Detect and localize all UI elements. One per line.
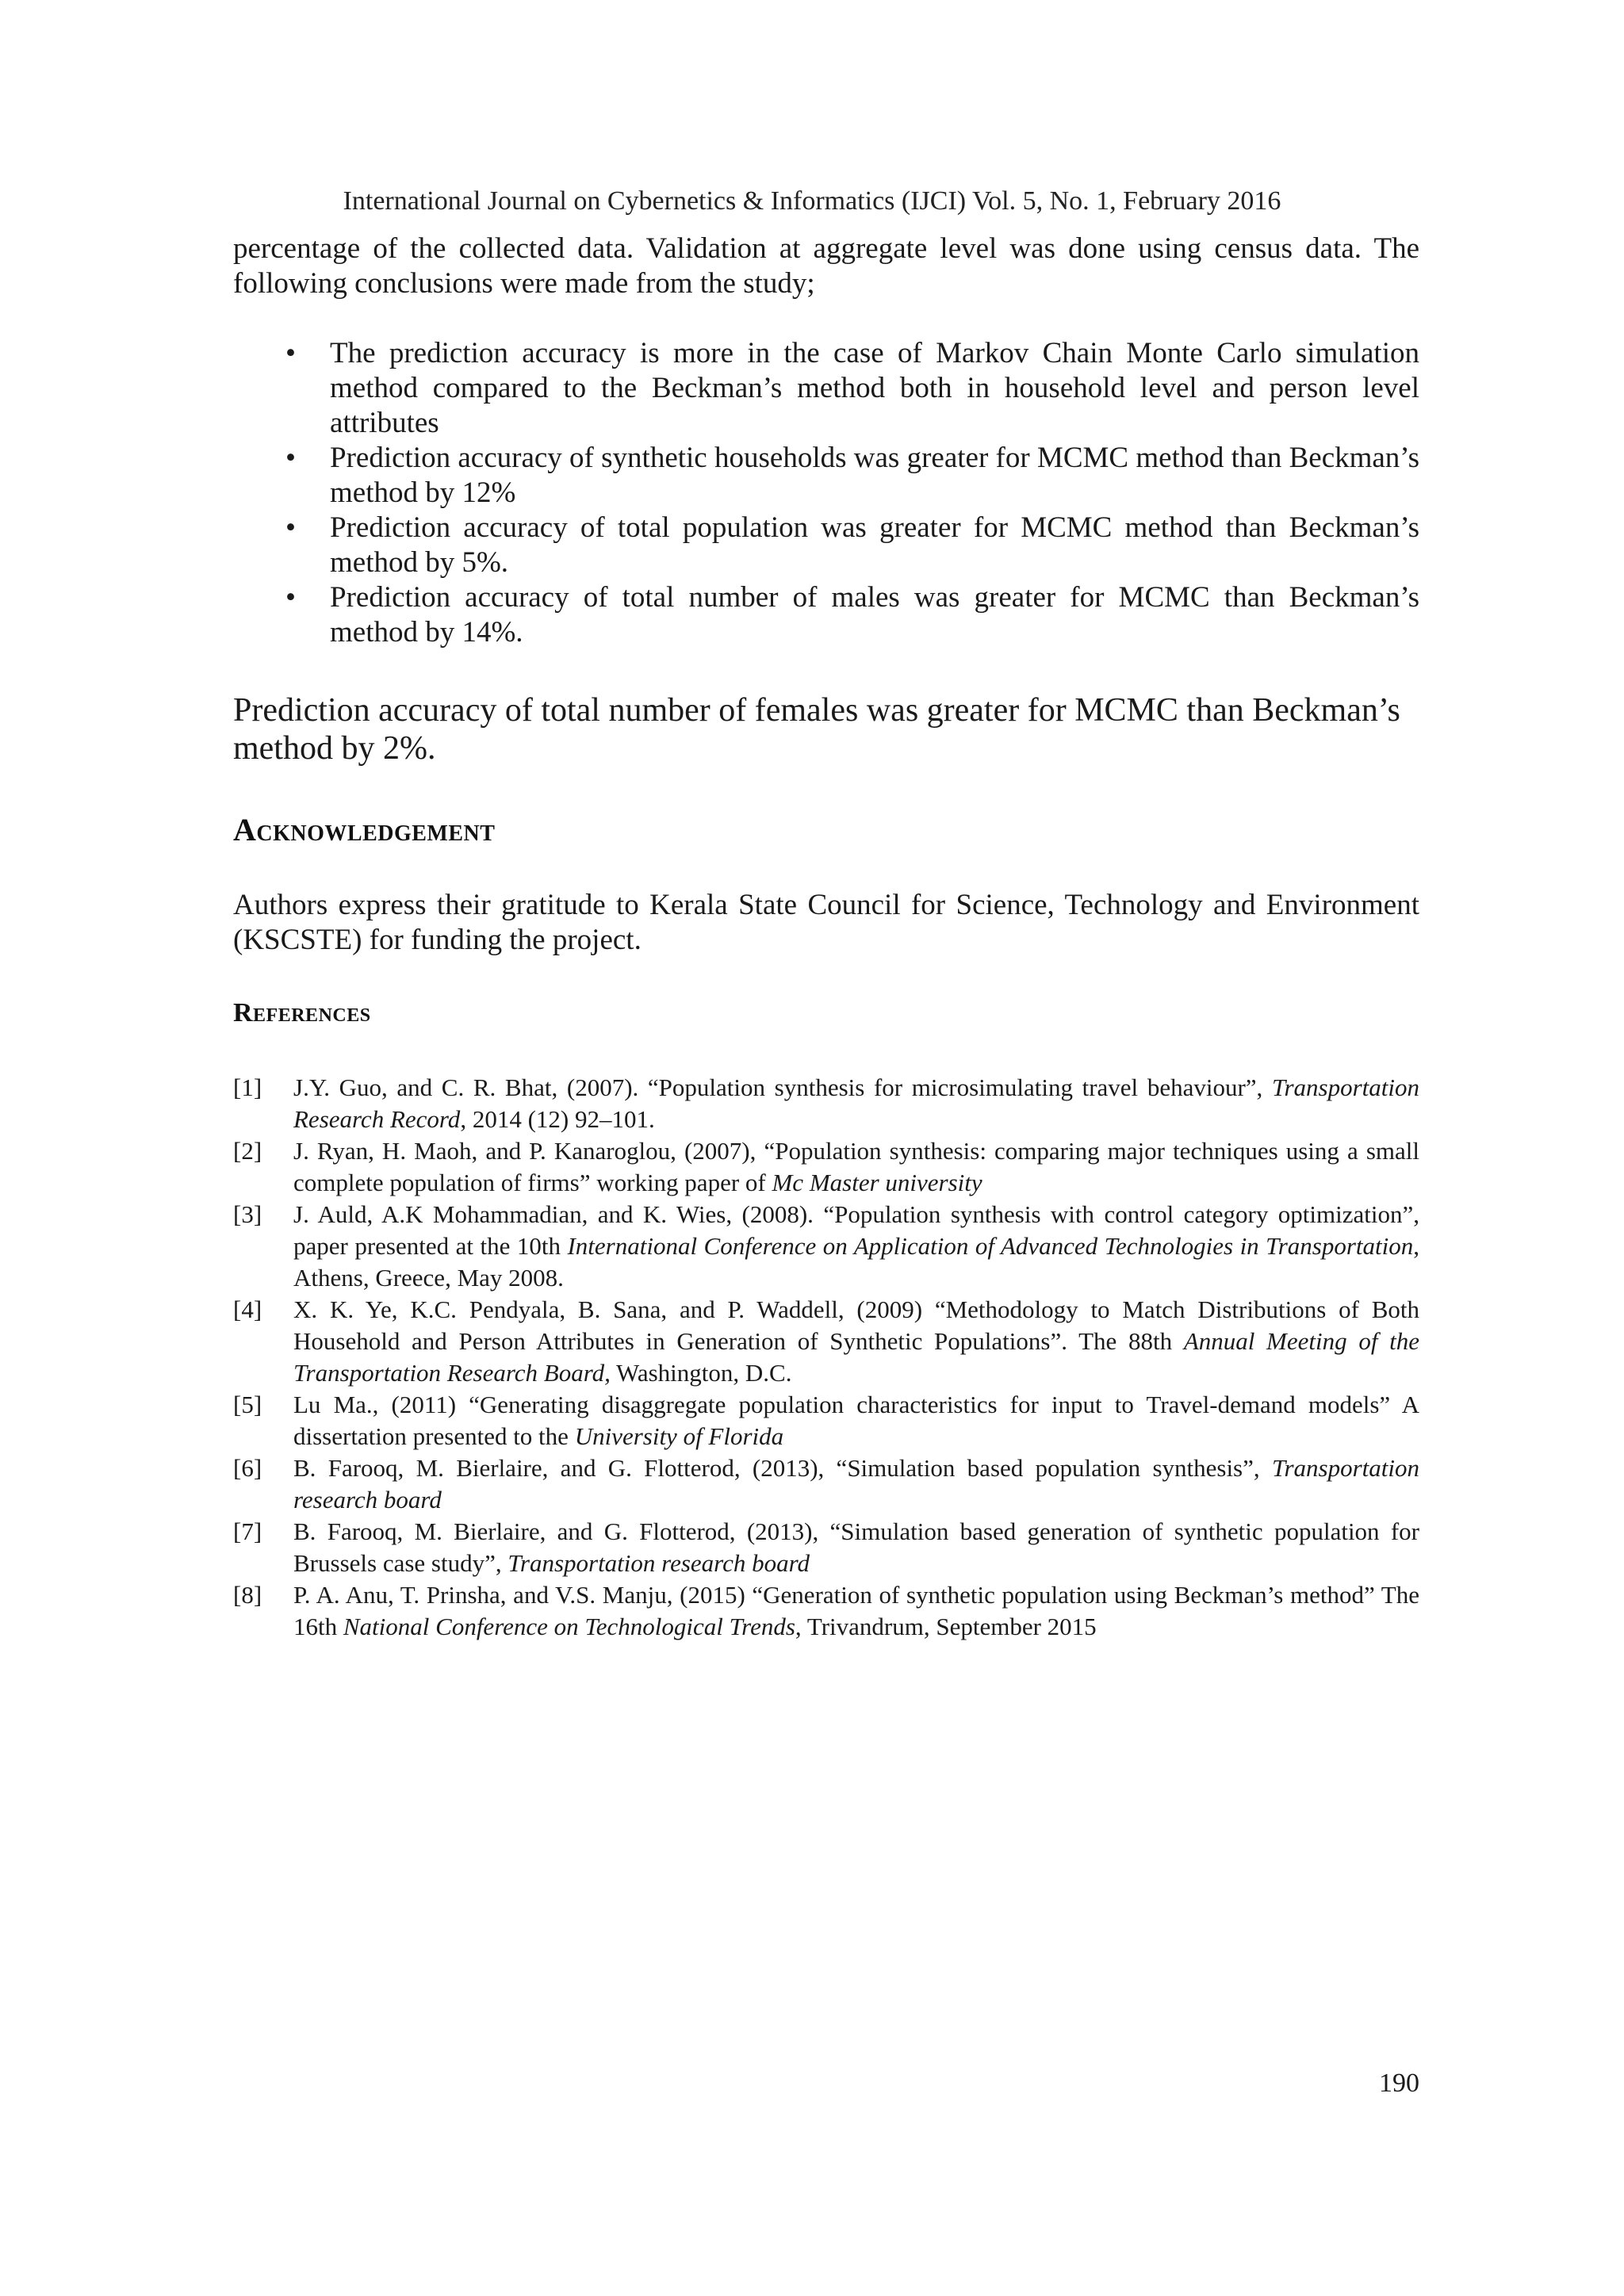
reference-text: J. Ryan, H. Maoh, and P. Kanaroglou, (2007), “Population synthesis: comparing major techniques using a small complete population of firms” working paper of <box>293 1137 1419 1196</box>
reference-source: University of Florida <box>574 1422 784 1450</box>
list-item <box>233 511 1419 580</box>
running-header: International Journal on Cybernetics & Informatics (IJCI) Vol. 5, No. 1, February 2016 <box>343 186 1281 216</box>
list-item-text: Prediction accuracy of synthetic households was greater for MCMC method than Beckman’s method by 12% <box>330 442 1419 509</box>
reference-source: Annual Meeting of the Transportation Research Board, <box>293 1327 1419 1387</box>
reference-text: J. Auld, A.K Mohammadian, and K. Wies, (2008). “Population synthesis with control category optimization”, paper presented at the 10th <box>293 1200 1419 1260</box>
acknowledgement-heading: Acknowledgement <box>233 812 496 848</box>
conclusion-paragraph: Prediction accuracy of total number of females was greater for MCMC than Beckman’s method by 2%. <box>233 692 1400 767</box>
reference-item <box>233 1072 1419 1135</box>
reference-text-tail: , 2014 (12) 92–101. <box>460 1105 655 1133</box>
reference-number: [5] <box>233 1391 262 1418</box>
reference-source: International Conference on Application of Advanced Technologies in Transportation <box>567 1232 1414 1260</box>
reference-source: Transportation research board <box>293 1454 1419 1513</box>
reference-number: [6] <box>233 1454 262 1482</box>
reference-text: P. A. Anu, T. Prinsha, and V.S. Manju, (2015) “Generation of synthetic population using Beckman’s method” The 16th <box>293 1581 1419 1640</box>
reference-item <box>233 1199 1419 1294</box>
reference-number: [2] <box>233 1137 262 1165</box>
list-item-text: The prediction accuracy is more in the case of Markov Chain Monte Carlo simulation method compared to the Beckman’s method both in household level and person level attributes <box>330 337 1419 439</box>
bullet-icon: • <box>285 511 296 544</box>
reference-text-tail: , Trivandrum, September 2015 <box>795 1613 1097 1640</box>
references-heading: References <box>233 998 371 1027</box>
references-list <box>233 1072 1419 1643</box>
reference-number: [1] <box>233 1073 262 1101</box>
list-item-text: Prediction accuracy of total population was greater for MCMC method than Beckman’s method by 5%. <box>330 511 1419 579</box>
reference-number: [7] <box>233 1517 262 1545</box>
bullet-icon: • <box>285 442 296 474</box>
reference-source: Mc Master university <box>772 1169 982 1196</box>
reference-source: Transportation Research Record <box>293 1073 1419 1133</box>
reference-item <box>233 1294 1419 1389</box>
reference-number: [3] <box>233 1200 262 1228</box>
reference-source: Transportation research board <box>508 1549 810 1577</box>
reference-number: [4] <box>233 1295 262 1323</box>
page-number: 190 <box>1379 2068 1419 2098</box>
bullet-icon: • <box>285 581 296 614</box>
list-item <box>233 336 1419 441</box>
reference-text-tail: , Athens, Greece, May 2008. <box>293 1232 1419 1292</box>
reference-text: B. Farooq, M. Bierlaire, and G. Flotterod, (2013), “Simulation based population synthesis”, <box>293 1454 1272 1482</box>
list-item <box>233 580 1419 650</box>
reference-item <box>233 1516 1419 1579</box>
reference-source: National Conference on Technological Trends <box>343 1613 795 1640</box>
reference-text: J.Y. Guo, and C. R. Bhat, (2007). “Population synthesis for microsimulating travel behaviour”, <box>293 1073 1272 1101</box>
reference-item <box>233 1579 1419 1643</box>
list-item <box>233 441 1419 511</box>
reference-item <box>233 1389 1419 1452</box>
reference-item <box>233 1135 1419 1199</box>
reference-text-tail: Washington, D.C. <box>610 1359 792 1387</box>
intro-paragraph: percentage of the collected data. Validation at aggregate level was done using census data. The following conclusions were made from the study; <box>233 232 1419 300</box>
bullet-icon: • <box>285 337 296 369</box>
reference-text: B. Farooq, M. Bierlaire, and G. Flotterod, (2013), “Simulation based generation of synthetic population for Brussels case study”, <box>293 1517 1419 1577</box>
reference-text: X. K. Ye, K.C. Pendyala, B. Sana, and P. Waddell, (2009) “Methodology to Match Distributions of Both Household and Person Attributes in Generation of Synthetic Populations”. The 88th <box>293 1295 1419 1355</box>
reference-text: Lu Ma., (2011) “Generating disaggregate population characteristics for input to Travel-demand models” A dissertation presented to the <box>293 1391 1419 1450</box>
reference-item <box>233 1452 1419 1516</box>
conclusions-list <box>233 336 1419 650</box>
acknowledgement-text: Authors express their gratitude to Kerala State Council for Science, Technology and Environment (KSCSTE) for funding the project. <box>233 889 1419 956</box>
reference-number: [8] <box>233 1581 262 1609</box>
list-item-text: Prediction accuracy of total number of males was greater for MCMC than Beckman’s method by 14%. <box>330 581 1419 649</box>
